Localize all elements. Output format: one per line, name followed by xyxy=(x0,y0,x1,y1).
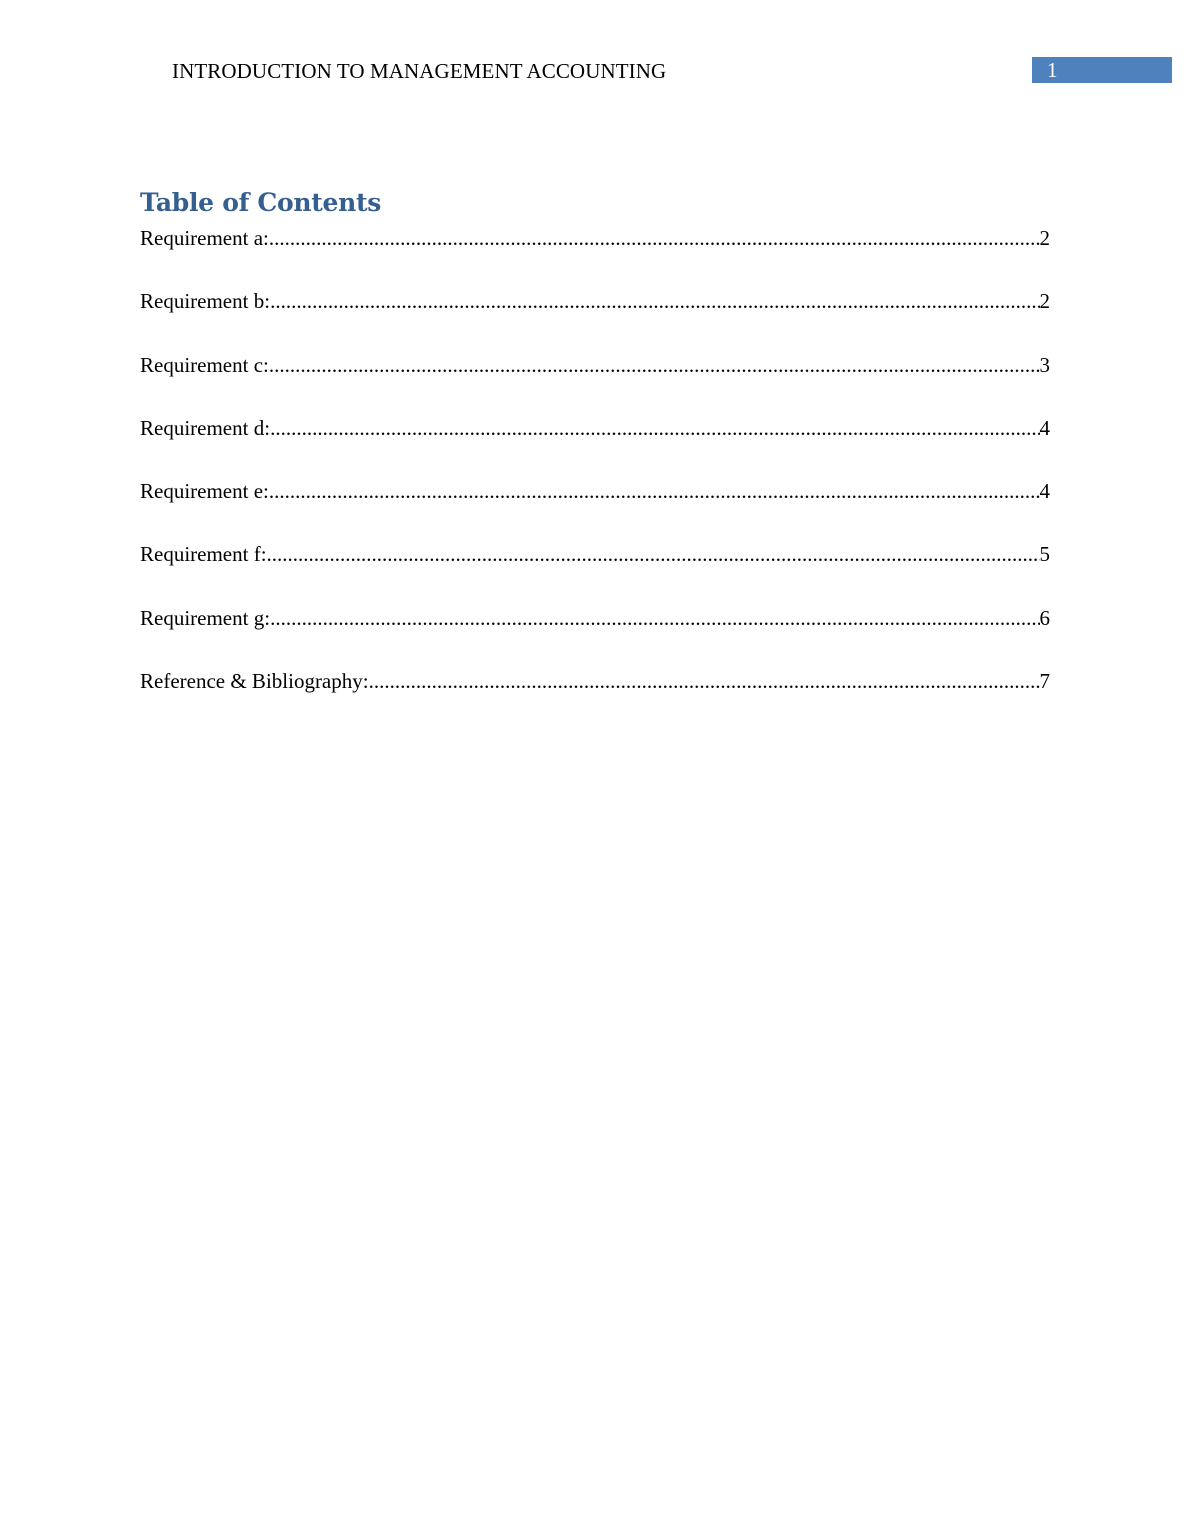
toc-entry-requirement-f[interactable] xyxy=(140,540,1050,603)
page-number: 1 xyxy=(1047,58,1058,82)
toc-entry-label: Requirement b: xyxy=(140,289,271,314)
toc-entry-reference-bibliography[interactable] xyxy=(140,667,1050,730)
toc-entry-label: Requirement f: xyxy=(140,542,267,567)
toc-entry-label: Requirement g: xyxy=(140,605,271,630)
toc-dot-leader xyxy=(267,540,1040,568)
toc-heading: Table of Contents xyxy=(140,188,382,217)
toc-entry-page: 6 xyxy=(1039,605,1050,630)
table-of-contents xyxy=(140,224,1050,730)
toc-entry-page: 2 xyxy=(1039,226,1050,250)
toc-entry-page: 7 xyxy=(1039,669,1050,694)
toc-entry-label: Reference & Bibliography: xyxy=(140,669,369,694)
toc-entry-label: Requirement d: xyxy=(140,415,271,440)
toc-dot-leader xyxy=(270,604,1039,632)
toc-entry-page: 3 xyxy=(1039,352,1050,377)
toc-entry-requirement-e[interactable] xyxy=(140,477,1050,540)
toc-entry-page: 4 xyxy=(1039,415,1050,440)
toc-entry-label: Requirement a: xyxy=(140,226,269,250)
running-header-title: INTRODUCTION TO MANAGEMENT ACCOUNTING xyxy=(172,59,667,83)
toc-entry-label: Requirement c: xyxy=(140,352,269,377)
toc-entry-page: 4 xyxy=(1039,479,1050,504)
toc-entry-page: 5 xyxy=(1039,542,1050,567)
page-number-badge xyxy=(1032,57,1172,83)
toc-dot-leader xyxy=(270,414,1039,442)
toc-entry-requirement-d[interactable] xyxy=(140,414,1050,477)
toc-entry-label: Requirement e: xyxy=(140,479,269,504)
toc-dot-leader xyxy=(270,287,1039,315)
toc-dot-leader xyxy=(269,477,1040,505)
toc-dot-leader xyxy=(369,667,1040,695)
toc-entry-requirement-b[interactable] xyxy=(140,287,1050,350)
toc-entry-requirement-g[interactable] xyxy=(140,604,1050,667)
toc-dot-leader xyxy=(269,224,1040,252)
toc-dot-leader xyxy=(269,351,1040,379)
toc-entry-requirement-a[interactable] xyxy=(140,224,1050,287)
toc-entry-requirement-c[interactable] xyxy=(140,351,1050,414)
toc-entry-page: 2 xyxy=(1039,289,1050,314)
